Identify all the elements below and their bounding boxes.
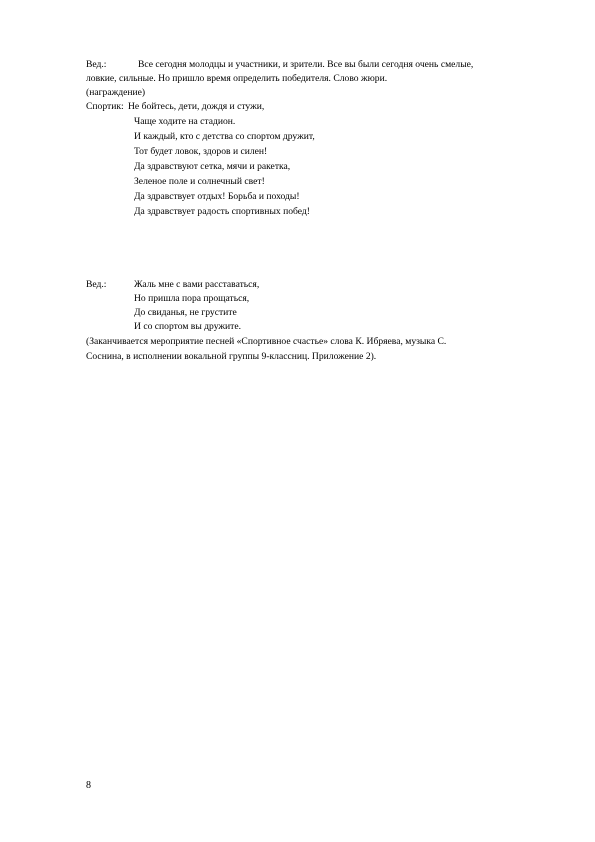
text-line: ловкие, сильные. Но пришло время определить победителя. Слово жюри. — [86, 73, 388, 84]
stage-note: (награждение) — [86, 87, 146, 98]
verse-line: Чаще ходите на стадион. — [134, 116, 236, 127]
text-line: Все сегодня молодцы и участники, и зрители. Все вы были сегодня очень смелые, — [138, 59, 474, 70]
verse-line: Не бойтесь, дети, дождя и стужи, — [128, 101, 265, 112]
verse-line: Да здравствует отдых! Борьба и походы! — [134, 191, 300, 202]
verse-line: Но пришла пора прощаться, — [134, 293, 250, 304]
verse-line: И каждый, кто с детства со спортом дружит, — [134, 131, 315, 142]
verse-line: Зеленое поле и солнечный свет! — [134, 176, 265, 187]
speaker-label: Спортик: — [86, 101, 124, 112]
verse-line: Жаль мне с вами расставаться, — [134, 279, 260, 290]
speaker-label: Вед.: — [86, 59, 107, 70]
verse-line: И со спортом вы дружите. — [134, 321, 241, 332]
verse-line: Да здравствуют сетка, мячи и ракетка, — [134, 161, 291, 172]
verse-line: Тот будет ловок, здоров и силен! — [134, 146, 268, 157]
closing-note: (Заканчивается мероприятие песней «Спортивное счастье» слова К. Ибряева, музыка С. — [86, 336, 447, 347]
closing-note: Соснина, в исполнении вокальной группы 9-классниц. Приложение 2). — [86, 351, 377, 362]
verse-line: До свиданья, не грустите — [134, 307, 237, 318]
speaker-label: Вед.: — [86, 279, 107, 290]
page-number: 8 — [86, 780, 91, 791]
verse-line: Да здравствует радость спортивных побед! — [134, 206, 310, 217]
